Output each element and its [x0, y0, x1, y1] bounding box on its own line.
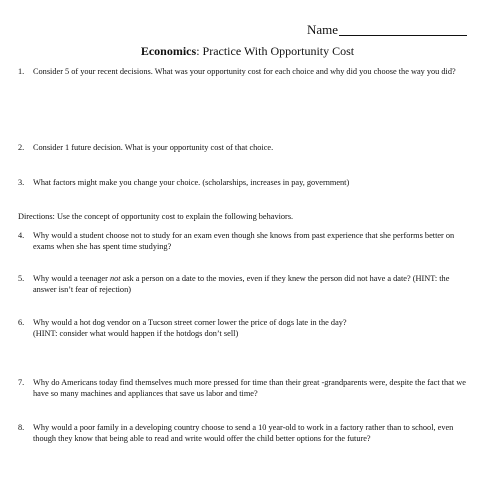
question-number: 4. — [18, 231, 25, 240]
question-4 — [18, 231, 473, 252]
question-text: What factors might make you change your choice. (scholarships, increases in pay, government) — [33, 178, 350, 187]
question-text: Why would a hot dog vendor on a Tucson street corner lower the price of dogs late in the day? — [33, 318, 347, 327]
name-row — [0, 22, 495, 42]
question-hint: (HINT: consider what would happen if the hotdogs don’t sell) — [33, 328, 239, 338]
question-1 — [18, 67, 473, 78]
question-text: Why would a poor family in a developing country choose to send a 10 year-old to work in a factory rather than to school, even though they know that being able to read and write would offer the child better options for the future? — [33, 423, 454, 443]
question-text-emphasis: not — [109, 274, 121, 283]
question-text-start: Why would a teenager — [33, 274, 110, 283]
question-7 — [18, 378, 473, 399]
name-label: Name — [307, 22, 339, 37]
question-6 — [18, 318, 473, 339]
question-5 — [18, 274, 473, 295]
question-number: 5. — [18, 274, 25, 283]
question-3 — [18, 178, 473, 189]
question-number: 2. — [18, 143, 25, 152]
question-text-end: ask a person on a date to the movies, even if they knew the person did not have a date? (HINT: the answer isn’t fear of rejection) — [33, 274, 450, 294]
question-text: Consider 1 future decision. What is your opportunity cost of that choice. — [33, 143, 274, 152]
question-2 — [18, 143, 473, 154]
question-text: Why would a student choose not to study for an exam even though she knows from past experience that she performs better on exams when she has spent time studying? — [33, 231, 455, 251]
question-number: 3. — [18, 178, 25, 187]
title-subject: Economics — [140, 44, 197, 58]
title-rest: : Practice With Opportunity Cost — [196, 44, 355, 58]
name-blank-line[interactable] — [339, 35, 467, 36]
question-number: 7. — [18, 378, 25, 387]
question-8 — [18, 423, 473, 444]
question-number: 6. — [18, 318, 25, 327]
question-text: Why do Americans today find themselves much more pressed for time than their great -grandparents were, despite the fact that we have so many machines and appliances that save us labor and time? — [33, 378, 466, 398]
question-text: Consider 5 of your recent decisions. What was your opportunity cost for each choice and why did you choose the way you did? — [33, 67, 456, 76]
directions-text: Directions: Use the concept of opportunity cost to explain the following behaviors. — [18, 212, 294, 221]
worksheet-title — [0, 44, 495, 59]
question-number: 8. — [18, 423, 25, 432]
question-number: 1. — [18, 67, 25, 76]
